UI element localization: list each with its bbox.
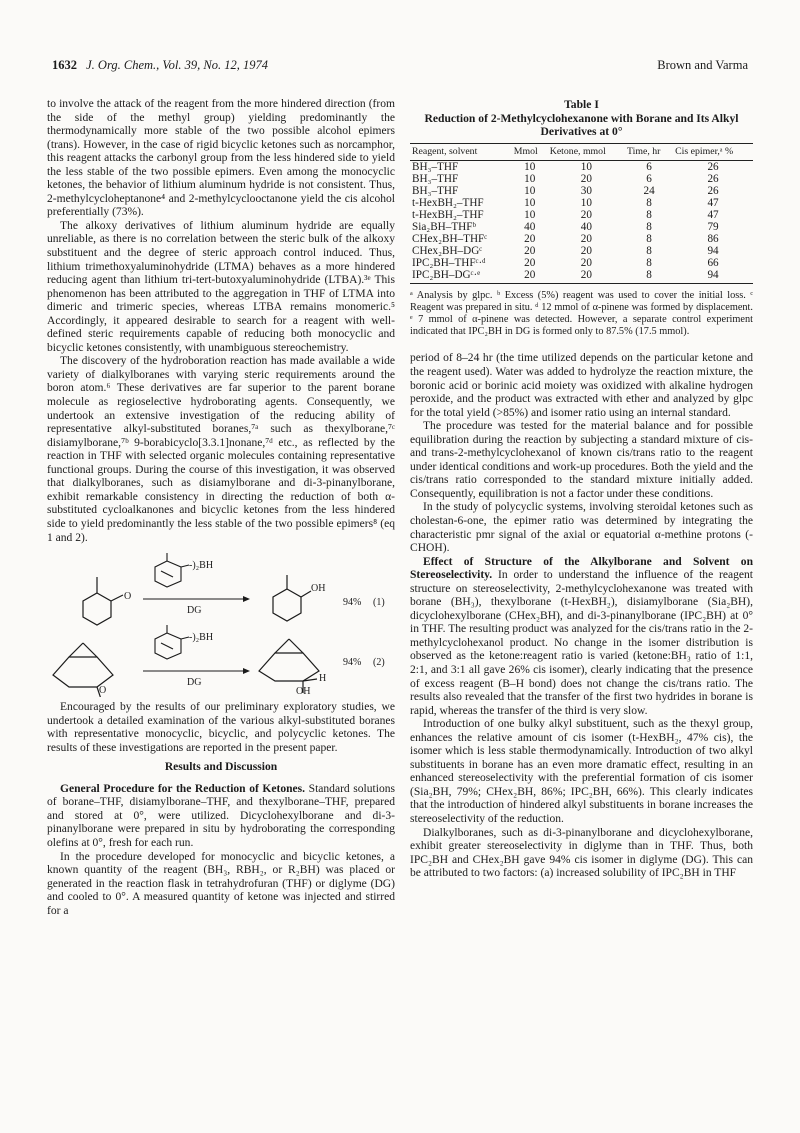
table-cell: BH₃–THF [412, 184, 459, 197]
table-cell: 20 [524, 245, 536, 258]
table-row [410, 209, 753, 221]
table-row [410, 245, 753, 257]
reaction-scheme-svg [47, 553, 395, 697]
paragraph: Introduction of one bulky alkyl substituent, such as the thexyl group, enhances the relative amount of cis isomer (t-HexBH₂, 47% cis), the isomer which is less stable thermodynamically. Introduction of two alkyl substituents in borane has an even more dramatic effect, resulting in an enhanced stereoselectivity with the preferential formation of cis isomer (Sia₂BH, 79%; CHex₂BH, 86%; IPC₂BH, 66%). This clearly indicates that the introduction of hindered alkyl substituents in borane increases the stereoselectivity of the reduction. [410, 718, 753, 826]
right-column [410, 98, 753, 881]
table-cell: CHex₂BH–DGᶜ [412, 245, 483, 258]
table-cell: t-HexBH₂–THF [412, 196, 484, 209]
paragraph: The procedure was tested for the material balance and for possible equilibration during the reaction by subjecting a standard mixture of cis- and trans-2-methylcyclohexanol of known cis/trans ratio to the reagent under identical conditions and work-up procedures. Both the yield and the cis/trans ratio corresponded to the standard mixture initially added. Consequently, equilibration is not a factor under these conditions. [410, 420, 753, 500]
column-header: Reagent, solvent [410, 143, 512, 160]
column-header: Cis epimer,ᵃ % [673, 143, 753, 160]
solvent-label-2: DG [187, 677, 202, 689]
pinanyl-reagent-1 [155, 553, 189, 587]
table-cell: 26 [707, 184, 719, 197]
column-header: Time, hr [625, 143, 673, 160]
norborneol-structure [259, 639, 319, 693]
paragraph [47, 783, 395, 851]
table-cell: 47 [707, 208, 719, 221]
table-cell: 86 [707, 233, 719, 246]
table-row [410, 173, 753, 185]
paragraph: Encouraged by the results of our preliminary exploratory studies, we undertook a detailed examination of the various alkyl-substituted boranes with representative monocyclic, bicyclic, and polycyclic ketones. The results of these investigations are reported in the present paper. [47, 701, 395, 754]
table-header-row [410, 143, 753, 160]
table-cell: 10 [524, 160, 536, 173]
table-row [410, 197, 753, 209]
equation-number-1: (1) [373, 597, 385, 609]
table-cell: 94 [707, 245, 719, 258]
table-cell: 20 [580, 257, 592, 270]
table-cell: 8 [646, 233, 652, 246]
table-cell: BH₃–THF [412, 172, 459, 185]
table-block [410, 98, 753, 338]
journal-citation: J. Org. Chem., Vol. 39, No. 12, 1974 [86, 58, 268, 72]
paragraph [410, 556, 753, 719]
hydrogen-label-2: H [319, 673, 327, 685]
table-cell: 24 [643, 184, 655, 197]
ketone-oxygen-1: O [124, 591, 132, 603]
table-cell: IPC₂BH–DGᶜ·ᵉ [410, 269, 512, 284]
yield-2: 94% [343, 657, 362, 669]
table-cell: 94 [673, 269, 753, 284]
table-row [410, 257, 753, 269]
table-cell: 10 [524, 196, 536, 209]
methylcyclohexanol-structure [273, 575, 311, 621]
page-header [52, 58, 748, 78]
table-cell: 8 [625, 269, 673, 284]
paragraph: The alkoxy derivatives of lithium aluminum hydride are equally unreliable, as there is no correlation between the steric bulk of the alkoxy substituent and the degree of steric approach control induced. Thus, lithium trimethoxyaluminohydride (LTMA) behaves as a more hindered reducing agent than lithium tri-tert-butoxyaluminohydride (LTBA).³ᵉ This phenomenon has been attributed to the aggregation in THF of LTMA into dimeric and trimeric species, whereas LTBA remains monomeric.⁵ Accordingly, it appeared desirable to search for a reagent with well-defined steric requirements capable of reducing both monocyclic and bicyclic ketones consistently, with unambiguous stereochemistry. [47, 219, 395, 354]
table-row [410, 221, 753, 233]
hydroxyl-label-2: OH [296, 686, 311, 698]
paragraph: In the study of polycyclic systems, involving steroidal ketones such as cholestan-6-one, the epimer ratio was determined by integrating the characteristic pmr signal of the axial or equatorial α-methine protons (-CHOH). [410, 501, 753, 555]
pinanyl-reagent-2 [155, 625, 189, 659]
left-column [47, 98, 395, 918]
table-row [410, 185, 753, 197]
ketone-oxygen-2: O [99, 685, 107, 697]
table-cell: 8 [646, 208, 652, 221]
column-header: Mmol [512, 143, 548, 160]
table-cell: 47 [707, 196, 719, 209]
paragraph: The discovery of the hydroboration reaction has made available a wide variety of dialkylboranes with varying steric requirements around the boron atom.⁶ These derivatives are far superior to the parent borane molecule as regioselective hydroborating agents. Consequently, we undertook an extensive investigation of the reducing ability of representative alkyl-substituted boranes,⁷ᵃ such as thexylborane,⁷ᶜ disiamylborane,⁷ᵇ 9-borabicyclo[3.3.1]nonane,⁷ᵈ etc., as reflected by the reaction in THF with selected organic molecules containing representative functional groups. During the course of this investigation, it was observed that dialkylboranes, such as disiamylborane and di-3-pinanylborane, exhibit remarkable consistency in directing the reduction of both α-substituted cycloalkanones and bicyclic ketones from the less hindered side to yield predominantly the less stable of the two possible epimers⁸ (eq 1 and 2). [47, 355, 395, 544]
table-cell: 30 [580, 184, 592, 197]
table-cell: 20 [512, 269, 548, 284]
paragraph-text: In order to understand the influence of the reagent structure on stereoselectivity, 2-methylcyclohexanone was treated with borane (BH₃), thexylborane (t-HexBH₂), disiamylborane (Sia₂BH), dicyclohexylborane (CHex₂BH), and di-3-pinanylborane (IPC₂BH) at 0° in THF. The resulting product was analyzed for the cis/trans ratio in the 2-methylcyclohexanol product. No change in the isomer distribution is observed as the ketone:reagent ratio is varied (ketone:BH₃ ratio of 1:1, 2:1, and 3:1 all gave 26% cis isomer), clearly indicating that the presence of excess reagent (B–H bond) does not change the cis/trans ratio. The results also revealed that the transfer of the first two hydrides in borane is rapid, whereas the transfer of the third is very slow. [410, 569, 753, 717]
table-cell: 20 [580, 208, 592, 221]
table-cell: 20 [580, 245, 592, 258]
solvent-label-1: DG [187, 605, 202, 617]
run-in-heading: Effect of Structure of the Alkylborane and Solvent on Stereoselectivity. [410, 555, 753, 582]
table-cell: 10 [524, 172, 536, 185]
yield-1: 94% [343, 597, 362, 609]
table-cell: 26 [707, 160, 719, 173]
table-cell: 20 [548, 269, 625, 284]
table-cell: 79 [707, 220, 719, 233]
table-cell: 66 [707, 257, 719, 270]
table-cell: 26 [707, 172, 719, 185]
table-row [410, 233, 753, 245]
page-number: 1632 [52, 58, 77, 72]
paragraph: Dialkylboranes, such as di-3-pinanylborane and dicyclohexylborane, exhibit greater stereoselectivity in diglyme than in THF. Thus, both IPC₂BH and CHex₂BH gave 94% cis isomer in diglyme (DG). This can be attributed to two factors: (a) increased solubility of IPC₂BH in THF [410, 826, 753, 880]
table-cell: 40 [580, 220, 592, 233]
methylcyclohexanone-structure [83, 577, 123, 625]
table-cell: 20 [524, 257, 536, 270]
table-cell: 20 [580, 233, 592, 246]
table-cell: Sia₂BH–THFᵇ [412, 220, 476, 233]
table-cell: IPC₂BH–THFᶜ·ᵈ [412, 257, 486, 270]
reagent-label-2: -)₂BH [189, 632, 214, 644]
table-caption: Reduction of 2-Methylcyclohexanone with Borane and Its Alkyl Derivatives at 0° [424, 111, 739, 138]
table-cell: 10 [524, 208, 536, 221]
paragraph: In the procedure developed for monocyclic and bicyclic ketones, a known quantity of the reagent (BH₃, RBH₂, or R₂BH) was placed or generated in the reaction flask in tetrahydrofuran (THF) or diglyme (DG) and cooled to 0°. A measured quantity of ketone was injected and stirred for a [47, 850, 395, 917]
table-cell: 6 [646, 172, 652, 185]
table-cell: 6 [646, 160, 652, 173]
reagent-label-1: -)₂BH [189, 560, 214, 572]
header-left [52, 58, 268, 73]
column-header: Ketone, mmol [548, 143, 625, 160]
table-cell: 8 [646, 196, 652, 209]
table-cell: t-HexBH₂–THF [412, 208, 484, 221]
table-cell: 8 [646, 245, 652, 258]
run-in-heading: General Procedure for the Reduction of Ketones. [60, 782, 306, 795]
header-authors: Brown and Varma [657, 58, 748, 72]
table-row [410, 269, 753, 284]
table-cell: 20 [580, 172, 592, 185]
table-number: Table I [564, 98, 599, 111]
hydroxyl-label-1: OH [311, 583, 326, 595]
table-cell: BH₃–THF [412, 160, 459, 173]
table-cell: 20 [524, 233, 536, 246]
reaction-equations [47, 553, 395, 697]
table-cell: 8 [646, 257, 652, 270]
table-cell: CHex₂BH–THFᶜ [412, 233, 488, 246]
data-table [410, 143, 753, 285]
equation-number-2: (2) [373, 657, 385, 669]
table-cell: 10 [580, 196, 592, 209]
section-heading: Results and Discussion [164, 761, 278, 774]
paragraph: to involve the attack of the reagent from the more hindered direction (from the side of the methyl group) yielding predominantly the thermodynamically more stable of the two possible alcohol epimers (trans). However, in the case of rigid bicyclic ketones such as norcamphor, this reagent attacks the carbonyl group from the less hindered side to yield the less stable of the two possible epimers. Even among the monocyclic ketones, the behavior of lithium aluminum hydride is not consistent. Thus, 2-methylcycloheptanone⁴ and 2-methylcyclooctanone yield the cis alcohol preferentially (73%). [47, 98, 395, 219]
paragraph-text: Standard solutions of borane–THF, disiamylborane–THF, and thexylborane–THF, prepared and stored at 0°, were utilized. Dicyclohexylborane and di-3-pinanylborane were prepared in situ by hydroborating the corresponding olefins at 0°, fresh for each run. [47, 782, 395, 849]
table-cell: 10 [580, 160, 592, 173]
table-cell: 40 [524, 220, 536, 233]
table-footnotes: ᵃ Analysis by glpc. ᵇ Excess (5%) reagent was used to cover the initial loss. ᶜ Reagent was prepared in situ. ᵈ 12 mmol of α-pinene was formed by displacement. ᵉ 7 mmol of α-pinene was detected. However, a separate control experiment indicated that IPC₂BH in DG is formed only to 87.5% (17.5 mmol). [410, 290, 753, 338]
table-row [410, 160, 753, 173]
paragraph: period of 8–24 hr (the time utilized depends on the particular ketone and the reagent used). Water was added to hydrolyze the reaction mixture, the boronic acid or borinic acid moiety was oxidized with alkaline hydrogen peroxide, and the product was extracted with ether and analyzed by glpc for the total yield (>85%) and isomer ratio using an internal standard. [410, 352, 753, 419]
table-cell: 10 [524, 184, 536, 197]
table-cell: 8 [646, 220, 652, 233]
